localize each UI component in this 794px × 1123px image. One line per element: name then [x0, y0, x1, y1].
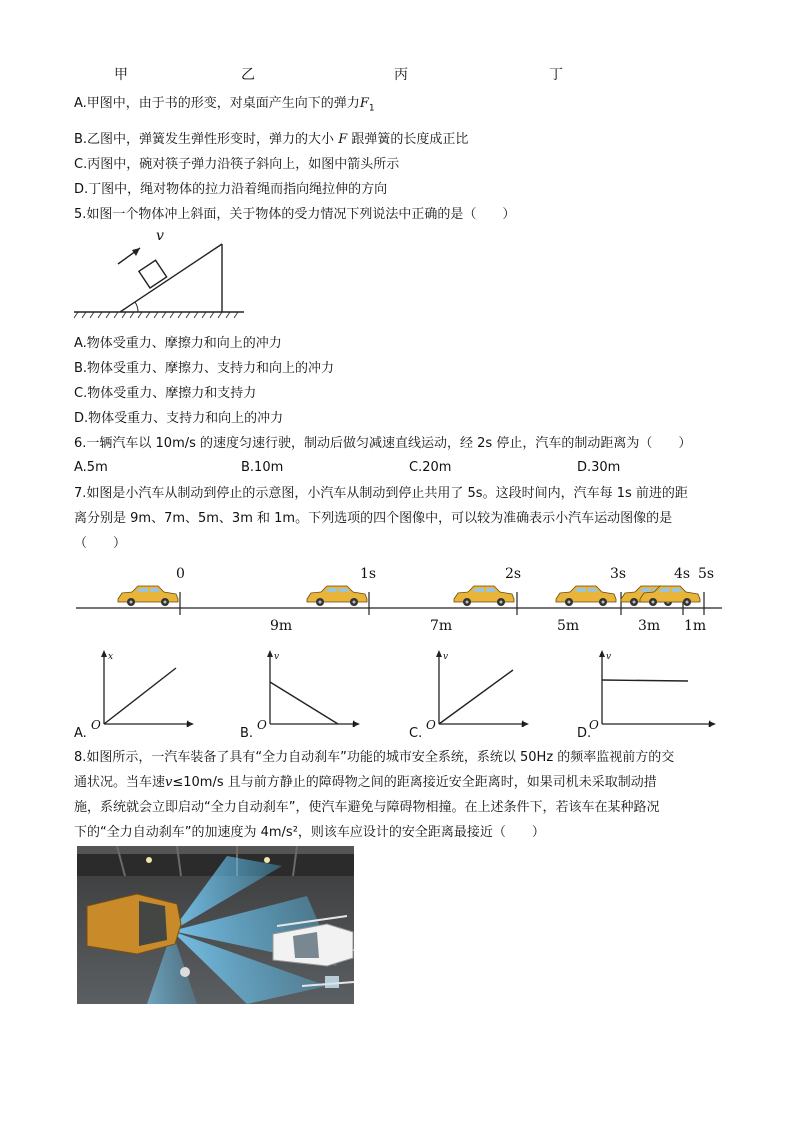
distance-label-1: 9m [270, 618, 293, 634]
q4-option-d: D.丁图中，绳对物体的拉力沿着绳而指向绳拉伸的方向 [74, 182, 388, 197]
distance-label-4: 3m [638, 618, 661, 634]
q7-option-b: B. [240, 726, 254, 741]
q5-stem: 5.如图一个物体冲上斜面，关于物体的受力情况下列说法中正确的是（ ） [74, 207, 516, 222]
graph-d-origin: O [589, 718, 599, 732]
graph-d-axis-label: v [606, 652, 612, 662]
q6-option-a: A.5m [74, 460, 108, 475]
graph-c-axis-label: v [443, 652, 449, 662]
time-label-1: 1s [360, 566, 377, 582]
graph-d [584, 648, 718, 732]
q8-stem-line4: 下的“全力自动刹车”的加速度为 4m/s²，则该车应设计的安全距离最接近（ ） [74, 825, 545, 840]
graph-a [86, 648, 196, 732]
fig-label-ding: 丁 [549, 67, 563, 83]
q4-option-c: C.丙图中，碗对筷子弹力沿筷子斜向上，如图中箭头所示 [74, 157, 400, 172]
q8-stem-line3: 施，系统就会立即启动“全力自动刹车”，使汽车避免与障碍物相撞。在上述条件下，若该车在某种路况 [74, 800, 660, 815]
q8-stem-line1: 8.如图所示，一汽车装备了具有“全力自动刹车”功能的城市安全系统，系统以 50Hz 的频率监视前方的交 [74, 750, 675, 765]
q5-option-c: C.物体受重力、摩擦力和支持力 [74, 386, 257, 401]
graph-c [421, 648, 531, 732]
graph-a-t-label: t [186, 720, 190, 730]
graph-c-origin: O [426, 718, 436, 732]
q6-option-c: C.20m [409, 460, 452, 475]
graph-b-origin: O [257, 718, 267, 732]
q5-option-b: B.物体受重力、摩擦力、支持力和向上的冲力 [74, 361, 335, 376]
q7-option-d: D. [577, 726, 592, 741]
fig-label-yi: 乙 [241, 67, 255, 83]
q4-option-b-post: 跟弹簧的长度成正比 [351, 132, 469, 147]
q5-option-d: D.物体受重力、支持力和向上的冲力 [74, 411, 284, 426]
q4-option-a-symbol: F [359, 96, 369, 111]
graph-b-t-label: t [352, 720, 356, 730]
distance-label-3: 5m [557, 618, 580, 634]
distance-label-2: 7m [430, 618, 453, 634]
q8-stem-line2-post: ≤10m/s 且与前方静止的障碍物之间的距离接近安全距离时，如果司机未采取制动措 [172, 775, 657, 790]
q8-stem-line2-pre: 通状况。当车速 [74, 775, 166, 790]
q6-option-d: D.30m [577, 460, 621, 475]
graph-c-t-label: t [521, 720, 525, 730]
time-label-3: 3s [610, 566, 627, 582]
q5-velocity-label: v [156, 228, 164, 244]
q7-stem-line2: 离分别是 9m、7m、5m、3m 和 1m。下列选项的四个图像中，可以较为准确表示小汽车运动图像的是 [74, 511, 673, 526]
time-label-2: 2s [505, 566, 522, 582]
graph-d-t-label: t [708, 720, 712, 730]
q8-speed-symbol: v [165, 775, 173, 790]
fig-label-bing: 丙 [394, 67, 408, 83]
q4-option-a [74, 95, 375, 118]
parking-sensor-photo [77, 846, 354, 1004]
q4-option-a-text: A.甲图中，由于书的形变，对桌面产生向下的弹力 [74, 96, 360, 111]
time-label-4: 4s [674, 566, 691, 582]
distance-label-5: 1m [684, 618, 707, 634]
graph-a-origin: O [91, 718, 101, 732]
graph-a-axis-label: x [108, 652, 114, 662]
q4-option-b-symbol: F [338, 132, 348, 147]
time-label-5: 5s [698, 566, 715, 582]
q7-stem-line3: （ ） [74, 536, 127, 551]
q7-option-c: C. [409, 726, 423, 741]
q4-option-a-subscript: 1 [368, 103, 375, 114]
graph-b-axis-label: v [274, 652, 280, 662]
car-road-figure [76, 562, 724, 640]
q6-option-b: B.10m [241, 460, 284, 475]
fig-label-jia: 甲 [114, 67, 128, 83]
q8-stem-line2 [74, 774, 657, 792]
q7-stem-line1: 7.如图是小汽车从制动到停止的示意图，小汽车从制动到停止共用了 5s。这段时间内，汽车每 1s 前进的距 [74, 486, 688, 501]
q4-option-b [74, 131, 468, 149]
car-t3 [556, 586, 616, 606]
graph-b [252, 648, 362, 732]
car-t2 [454, 586, 514, 606]
car-t1 [307, 586, 367, 606]
q5-option-a: A.物体受重力、摩擦力和向上的冲力 [74, 336, 282, 351]
q6-stem: 6.一辆汽车以 10m/s 的速度匀速行驶，制动后做匀减速直线运动，经 2s 停止，汽车的制动距离为（ ） [74, 436, 692, 451]
q7-option-a: A. [74, 726, 87, 741]
q4-option-b-pre: B.乙图中，弹簧发生弹性形变时，弹力的大小 [74, 132, 335, 147]
car-t0 [118, 586, 178, 606]
time-label-0: 0 [176, 566, 185, 582]
